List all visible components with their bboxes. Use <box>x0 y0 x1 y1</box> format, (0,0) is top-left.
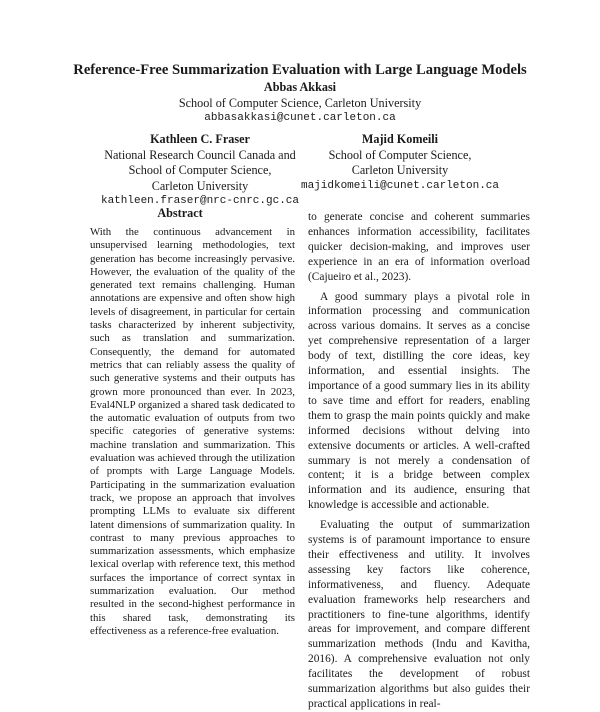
author-affiliation: School of Computer Science, Carleton University <box>178 95 422 110</box>
author-affiliation: School of Computer Science, <box>128 163 272 177</box>
abstract-column <box>90 226 295 638</box>
author-affiliation: National Research Council Canada and <box>104 147 296 162</box>
author-email[interactable]: kathleen.fraser@nrc-cnrc.gc.ca <box>100 195 300 207</box>
author-email[interactable]: abbasakkasi@cunet.carleton.ca <box>204 112 396 124</box>
author-affiliation: Carleton University <box>351 163 449 177</box>
author-email[interactable]: majidkomeili@cunet.carleton.ca <box>300 179 500 192</box>
author-name: Majid Komeili <box>361 132 439 146</box>
author-block-akkasi <box>150 80 450 127</box>
author-name: Kathleen C. Fraser <box>150 132 250 146</box>
body-paragraph: Evaluating the output of summarization systems is of paramount importance to ensure their effectiveness and utility. It involves assessing key factors like coherence, informativeness, and fluency. Adequate evaluation frameworks help researchers and practitioners to fine-tune algorithms, identify areas for improvement, and compare different summarization methods (Indu and Kavitha, 2016). A comprehensive evaluation not only facilitates the development of robust summarization algorithms but also guides their practical applications in real- <box>308 519 530 710</box>
abstract-heading: Abstract <box>157 206 203 220</box>
body-paragraph: A good summary plays a pivotal role in information processing and communication across various domains. It serves as a concise yet comprehensive representation of a larger body of text, distilling the core ideas, key information, and essential insights. The importance of a good summary lies in its ability to save time and effort for readers, enabling them to grasp the main points quickly and make informed decisions without delving into extensive documents or articles. A well-crafted summary is not merely a condensation of content; it is a bridge between complex information and its audience, ensuring that knowledge is accessible and actionable. <box>308 290 530 512</box>
author-name: Abbas Akkasi <box>263 80 337 94</box>
paper-title: Reference-Free Summarization Evaluation with Large Language Models <box>73 62 527 78</box>
author-block-komeili <box>300 132 500 194</box>
author-block-fraser <box>60 132 340 210</box>
author-affiliation: Carleton University <box>151 178 249 193</box>
body-paragraph: to generate concise and coherent summaries enhances information accessibility, facilitates quicker decision-making, and improves user experience in an era of information overload (Cajueiro et al., 2023). <box>308 211 530 283</box>
abstract-text: With the continuous advancement in unsupervised learning methodologies, text generation has become increasingly pervasive. However, the evaluation of the quality of the generated text remains challenging. Human annotations are expensive and often show high levels of disagreement, in particular for certain tasks characterized by inherent subjectivity, such as translation and summarization. Consequently, the demand for automated metrics that can reliably assess the quality of such generative systems and their outputs has grown more pronounced than ever. In 2023, Eval4NLP organized a shared task dedicated to the automatic evaluation of outputs from two specific categories of generative systems: machine translation and summarization. This evaluation was achieved through the utilization of prompts with Large Language Models. Participating in the summarization evaluation track, we propose an approach that involves prompting LLMs to evaluate six different latent dimensions of summarization quality. In contrast to many previous approaches to summarization assessments, which emphasize lexical overlap with reference text, this method surfaces the importance of correct syntax in summarization evaluation. Our method resulted in the second-highest performance in this shared task, demonstrating its effectiveness as a reference-free evaluation. <box>90 226 295 637</box>
author-affiliation: School of Computer Science, <box>328 147 472 162</box>
body-column <box>308 210 530 712</box>
